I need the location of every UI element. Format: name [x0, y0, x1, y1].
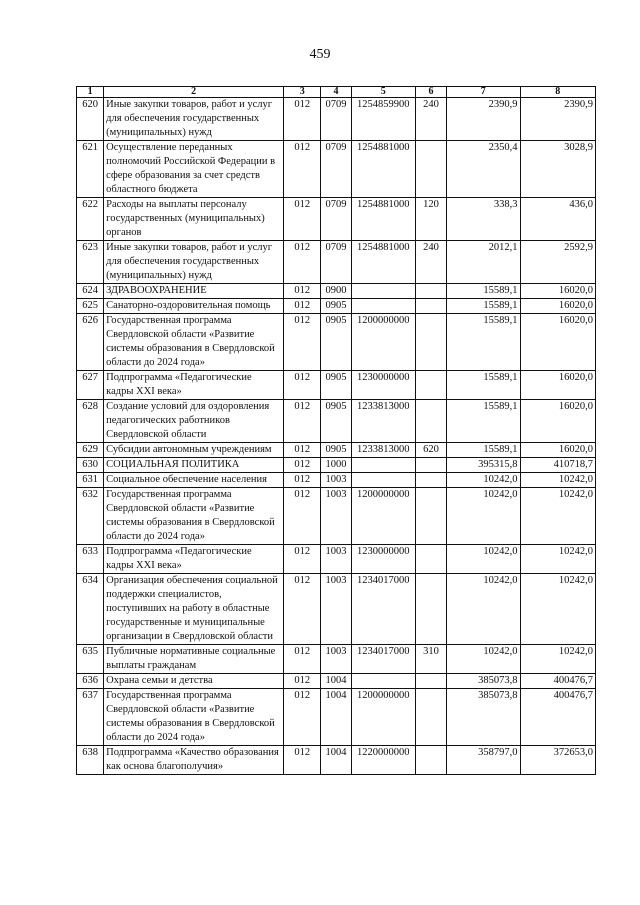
- admin-code: 012: [284, 488, 321, 545]
- target-article-code: [351, 458, 415, 473]
- amount-year-1: 10242,0: [447, 473, 520, 488]
- table-row: [77, 473, 596, 488]
- amount-year-1: 10242,0: [447, 545, 520, 574]
- row-number: 623: [77, 241, 104, 284]
- target-article-code: 1200000000: [351, 689, 415, 746]
- row-number: 628: [77, 400, 104, 443]
- expense-type-code: [415, 689, 446, 746]
- target-article-code: 1234017000: [351, 574, 415, 645]
- expense-name: Иные закупки товаров, работ и услуг для обеспечения государственных (муниципальных) нужд: [104, 241, 284, 284]
- amount-year-1: 15589,1: [447, 371, 520, 400]
- section-code: 1003: [321, 545, 351, 574]
- expense-name: ЗДРАВООХРАНЕНИЕ: [104, 284, 284, 299]
- amount-year-1: 10242,0: [447, 574, 520, 645]
- row-number: 632: [77, 488, 104, 545]
- amount-year-2: 400476,7: [520, 689, 595, 746]
- admin-code: 012: [284, 371, 321, 400]
- target-article-code: 1200000000: [351, 488, 415, 545]
- expense-name: Государственная программа Свердловской области «Развитие системы образования в Свердловской области до 2024 года»: [104, 689, 284, 746]
- row-number: 633: [77, 545, 104, 574]
- target-article-code: 1254881000: [351, 241, 415, 284]
- section-code: 1003: [321, 645, 351, 674]
- row-number: 631: [77, 473, 104, 488]
- row-number: 627: [77, 371, 104, 400]
- amount-year-1: 385073,8: [447, 674, 520, 689]
- column-header: 4: [321, 87, 351, 98]
- row-number: 620: [77, 98, 104, 141]
- table-row: [77, 746, 596, 775]
- column-header: 2: [104, 87, 284, 98]
- expense-type-code: 240: [415, 98, 446, 141]
- admin-code: 012: [284, 284, 321, 299]
- table-row: [77, 314, 596, 371]
- table-row: [77, 371, 596, 400]
- expense-type-code: [415, 400, 446, 443]
- amount-year-1: 395315,8: [447, 458, 520, 473]
- expense-name: Подпрограмма «Педагогические кадры XXI века»: [104, 545, 284, 574]
- row-number: 626: [77, 314, 104, 371]
- section-code: 1003: [321, 574, 351, 645]
- amount-year-1: 15589,1: [447, 443, 520, 458]
- amount-year-1: 2012,1: [447, 241, 520, 284]
- target-article-code: [351, 674, 415, 689]
- expense-type-code: [415, 674, 446, 689]
- section-code: 0905: [321, 314, 351, 371]
- expense-name: Социальное обеспечение населения: [104, 473, 284, 488]
- admin-code: 012: [284, 473, 321, 488]
- amount-year-2: 2592,9: [520, 241, 595, 284]
- amount-year-2: 410718,7: [520, 458, 595, 473]
- expense-name: Государственная программа Свердловской области «Развитие системы образования в Свердловской области до 2024 года»: [104, 488, 284, 545]
- amount-year-2: 372653,0: [520, 746, 595, 775]
- row-number: 636: [77, 674, 104, 689]
- admin-code: 012: [284, 689, 321, 746]
- table-body: [77, 98, 596, 775]
- amount-year-2: 2390,9: [520, 98, 595, 141]
- target-article-code: 1200000000: [351, 314, 415, 371]
- amount-year-2: 16020,0: [520, 314, 595, 371]
- admin-code: 012: [284, 241, 321, 284]
- amount-year-2: 16020,0: [520, 443, 595, 458]
- section-code: 1004: [321, 746, 351, 775]
- section-code: 0709: [321, 198, 351, 241]
- expense-type-code: 120: [415, 198, 446, 241]
- expense-type-code: [415, 488, 446, 545]
- expense-name: Публичные нормативные социальные выплаты гражданам: [104, 645, 284, 674]
- expense-type-code: 310: [415, 645, 446, 674]
- column-header: 7: [447, 87, 520, 98]
- row-number: 625: [77, 299, 104, 314]
- section-code: 1003: [321, 473, 351, 488]
- admin-code: 012: [284, 574, 321, 645]
- table-row: [77, 400, 596, 443]
- amount-year-1: 15589,1: [447, 299, 520, 314]
- target-article-code: 1254859900: [351, 98, 415, 141]
- expense-name: Охрана семьи и детства: [104, 674, 284, 689]
- row-number: 622: [77, 198, 104, 241]
- expense-name: СОЦИАЛЬНАЯ ПОЛИТИКА: [104, 458, 284, 473]
- row-number: 624: [77, 284, 104, 299]
- amount-year-1: 358797,0: [447, 746, 520, 775]
- section-code: 0709: [321, 141, 351, 198]
- row-number: 637: [77, 689, 104, 746]
- amount-year-1: 10242,0: [447, 488, 520, 545]
- table-row: [77, 241, 596, 284]
- expense-type-code: [415, 284, 446, 299]
- target-article-code: 1230000000: [351, 371, 415, 400]
- table-row: [77, 674, 596, 689]
- amount-year-2: 10242,0: [520, 488, 595, 545]
- expense-name: Иные закупки товаров, работ и услуг для обеспечения государственных (муниципальных) нужд: [104, 98, 284, 141]
- admin-code: 012: [284, 299, 321, 314]
- expense-type-code: [415, 141, 446, 198]
- section-code: 0709: [321, 98, 351, 141]
- row-number: 630: [77, 458, 104, 473]
- table-row: [77, 443, 596, 458]
- admin-code: 012: [284, 141, 321, 198]
- table-header-row: [77, 87, 596, 98]
- budget-table: [76, 86, 596, 775]
- table-row: [77, 141, 596, 198]
- section-code: 0905: [321, 299, 351, 314]
- admin-code: 012: [284, 674, 321, 689]
- section-code: 0905: [321, 371, 351, 400]
- expense-name: Создание условий для оздоровления педагогических работников Свердловской области: [104, 400, 284, 443]
- target-article-code: [351, 299, 415, 314]
- section-code: 1004: [321, 689, 351, 746]
- table-row: [77, 458, 596, 473]
- expense-name: Подпрограмма «Педагогические кадры XXI века»: [104, 371, 284, 400]
- amount-year-2: 10242,0: [520, 645, 595, 674]
- expense-type-code: [415, 299, 446, 314]
- row-number: 629: [77, 443, 104, 458]
- section-code: 0900: [321, 284, 351, 299]
- expense-type-code: [415, 371, 446, 400]
- admin-code: 012: [284, 314, 321, 371]
- target-article-code: [351, 284, 415, 299]
- table-row: [77, 299, 596, 314]
- amount-year-2: 16020,0: [520, 299, 595, 314]
- admin-code: 012: [284, 198, 321, 241]
- table-row: [77, 689, 596, 746]
- expense-name: Государственная программа Свердловской области «Развитие системы образования в Свердловской области до 2024 года»: [104, 314, 284, 371]
- expense-type-code: [415, 746, 446, 775]
- expense-type-code: [415, 574, 446, 645]
- expense-type-code: 240: [415, 241, 446, 284]
- expense-name: Осуществление переданных полномочий Российской Федерации в сфере образования за счет средств областного бюджета: [104, 141, 284, 198]
- expense-name: Подпрограмма «Качество образования как основа благополучия»: [104, 746, 284, 775]
- amount-year-1: 15589,1: [447, 314, 520, 371]
- amount-year-2: 10242,0: [520, 574, 595, 645]
- table-row: [77, 198, 596, 241]
- section-code: 1000: [321, 458, 351, 473]
- section-code: 0709: [321, 241, 351, 284]
- section-code: 1004: [321, 674, 351, 689]
- expense-type-code: 620: [415, 443, 446, 458]
- target-article-code: [351, 473, 415, 488]
- table-row: [77, 574, 596, 645]
- column-header: 6: [415, 87, 446, 98]
- section-code: 1003: [321, 488, 351, 545]
- section-code: 0905: [321, 400, 351, 443]
- column-header: 1: [77, 87, 104, 98]
- amount-year-2: 16020,0: [520, 284, 595, 299]
- expense-name: Санаторно-оздоровительная помощь: [104, 299, 284, 314]
- row-number: 621: [77, 141, 104, 198]
- amount-year-2: 436,0: [520, 198, 595, 241]
- target-article-code: 1234017000: [351, 645, 415, 674]
- admin-code: 012: [284, 443, 321, 458]
- admin-code: 012: [284, 746, 321, 775]
- table-row: [77, 98, 596, 141]
- amount-year-1: 2350,4: [447, 141, 520, 198]
- column-header: 5: [351, 87, 415, 98]
- target-article-code: 1254881000: [351, 198, 415, 241]
- target-article-code: 1254881000: [351, 141, 415, 198]
- expense-type-code: [415, 314, 446, 371]
- row-number: 638: [77, 746, 104, 775]
- amount-year-1: 15589,1: [447, 284, 520, 299]
- section-code: 0905: [321, 443, 351, 458]
- admin-code: 012: [284, 545, 321, 574]
- row-number: 634: [77, 574, 104, 645]
- column-header: 3: [284, 87, 321, 98]
- target-article-code: 1230000000: [351, 545, 415, 574]
- expense-type-code: [415, 458, 446, 473]
- amount-year-1: 10242,0: [447, 645, 520, 674]
- expense-name: Организация обеспечения социальной поддержки специалистов, поступивших на работу в областные государственные и муниципальные организации в Свердловской области: [104, 574, 284, 645]
- row-number: 635: [77, 645, 104, 674]
- target-article-code: 1220000000: [351, 746, 415, 775]
- table-row: [77, 284, 596, 299]
- target-article-code: 1233813000: [351, 400, 415, 443]
- amount-year-1: 338,3: [447, 198, 520, 241]
- amount-year-2: 16020,0: [520, 371, 595, 400]
- table-row: [77, 645, 596, 674]
- expense-type-code: [415, 473, 446, 488]
- table-row: [77, 488, 596, 545]
- column-header: 8: [520, 87, 595, 98]
- amount-year-2: 10242,0: [520, 473, 595, 488]
- amount-year-1: 385073,8: [447, 689, 520, 746]
- target-article-code: 1233813000: [351, 443, 415, 458]
- amount-year-2: 10242,0: [520, 545, 595, 574]
- table-row: [77, 545, 596, 574]
- expense-name: Расходы на выплаты персоналу государственных (муниципальных) органов: [104, 198, 284, 241]
- admin-code: 012: [284, 98, 321, 141]
- expense-type-code: [415, 545, 446, 574]
- amount-year-2: 400476,7: [520, 674, 595, 689]
- admin-code: 012: [284, 458, 321, 473]
- amount-year-1: 15589,1: [447, 400, 520, 443]
- amount-year-2: 16020,0: [520, 400, 595, 443]
- amount-year-1: 2390,9: [447, 98, 520, 141]
- admin-code: 012: [284, 645, 321, 674]
- page-number: 459: [309, 47, 331, 62]
- admin-code: 012: [284, 400, 321, 443]
- expense-name: Субсидии автономным учреждениям: [104, 443, 284, 458]
- amount-year-2: 3028,9: [520, 141, 595, 198]
